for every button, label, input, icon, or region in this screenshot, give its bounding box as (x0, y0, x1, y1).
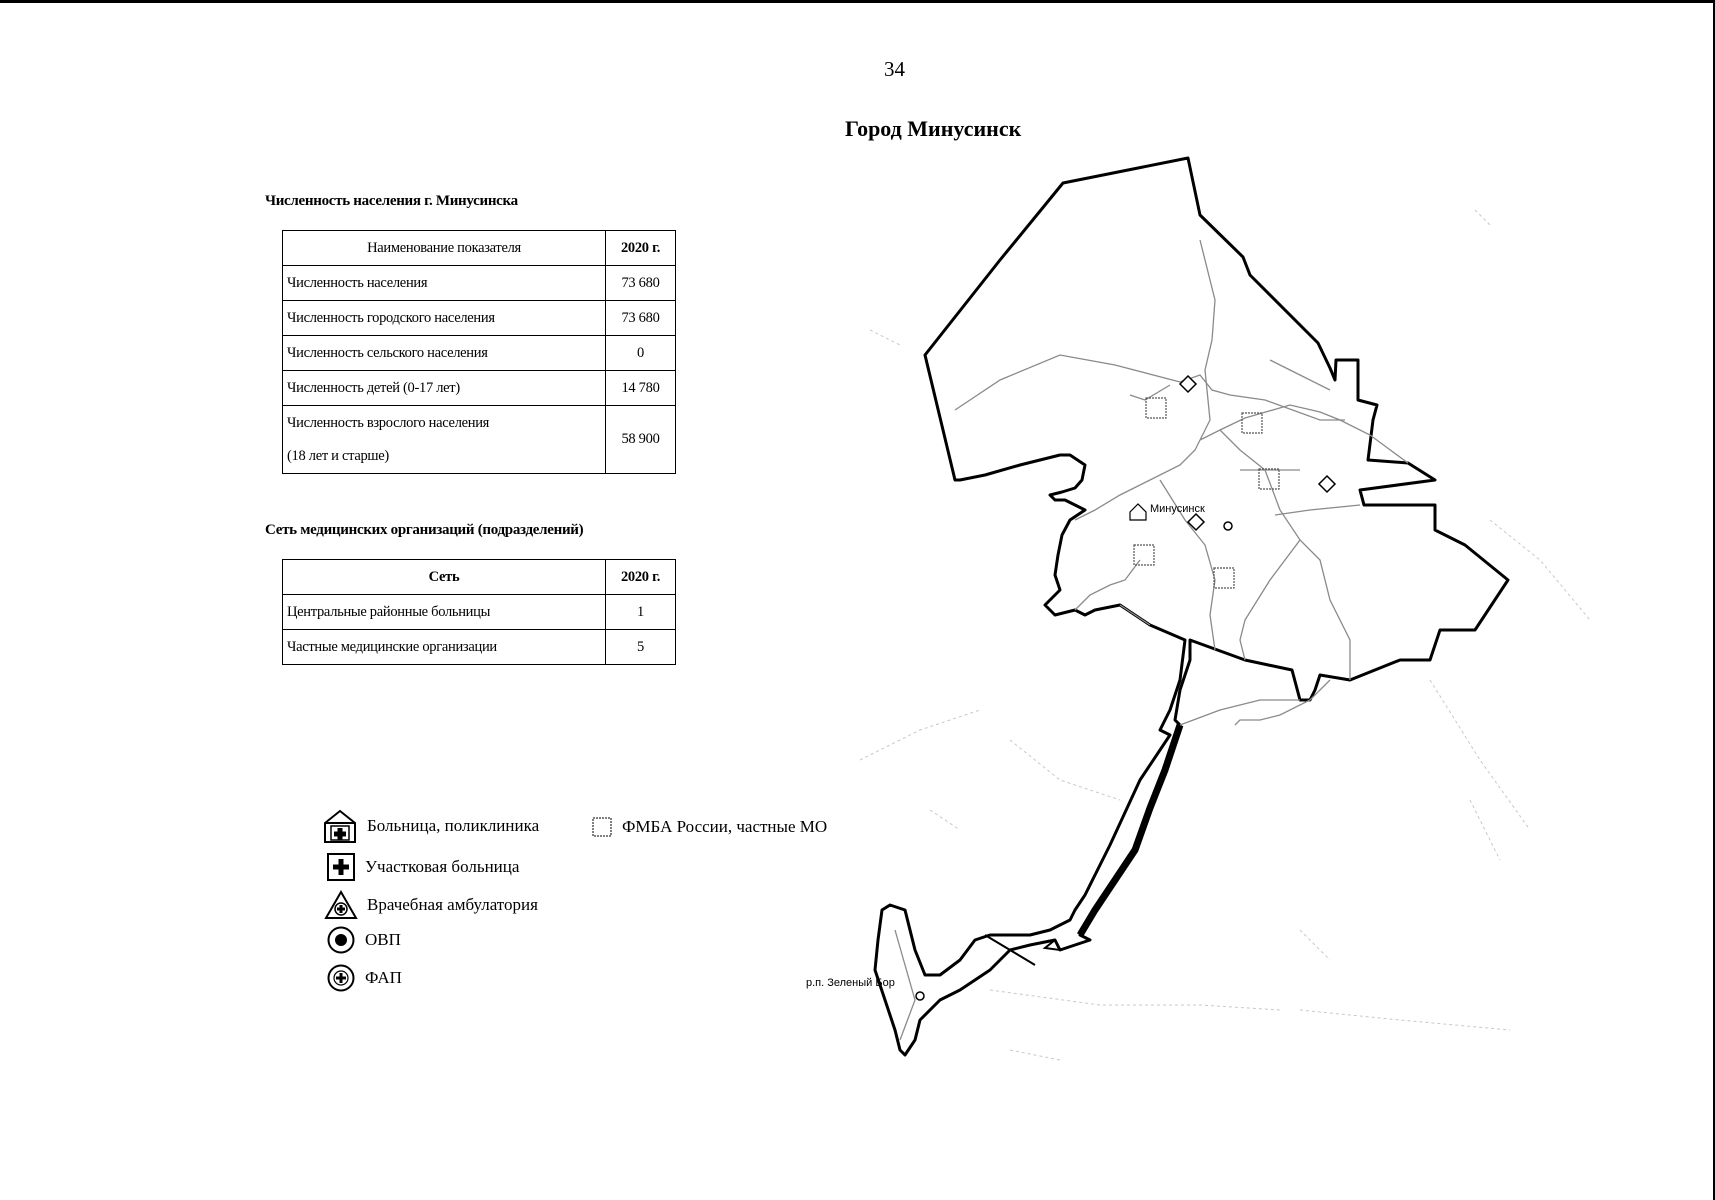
network-table-title: Сеть медицинских организаций (подразделений) (265, 522, 584, 538)
row-value: 5 (606, 630, 676, 665)
fmba-square-icon (1146, 398, 1166, 418)
column-header-name: Наименование показателя (283, 231, 606, 266)
page-number: 34 (884, 57, 905, 81)
corridor-end (1045, 940, 1090, 950)
map-title: Город Минусинск (845, 116, 1022, 141)
corridor-road (1080, 725, 1180, 935)
bridge-line (985, 935, 1035, 965)
column-header-name: Сеть (283, 560, 606, 595)
row-value: 73 680 (606, 301, 676, 336)
row-label: Центральные районные больницы (283, 595, 606, 630)
city-hospital-marker (1130, 504, 1146, 520)
row-value: 0 (606, 336, 676, 371)
district-lines (895, 240, 1408, 1040)
city-boundary (875, 158, 1508, 1055)
row-label: Численность сельского населения (283, 336, 606, 371)
settlement-marker-icon (916, 992, 924, 1000)
population-table-title: Численность населения г. Минусинска (265, 193, 518, 209)
facility-diamond-icon (1180, 376, 1196, 392)
background-roads (860, 210, 1590, 1060)
legend-label: ОВП (365, 930, 401, 949)
legend-label: Больница, поликлиника (367, 816, 540, 835)
row-label: Численность городского населения (283, 301, 606, 336)
row-label: Частные медицинские организации (283, 630, 606, 665)
row-value: 14 780 (606, 371, 676, 406)
row-label: Численность детей (0-17 лет) (283, 371, 606, 406)
city-label: Минусинск (1150, 503, 1205, 515)
legend-label: Участковая больница (365, 857, 520, 876)
row-value: 58 900 (606, 406, 676, 474)
legend-label: Врачебная амбулатория (367, 895, 538, 914)
row-value: 1 (606, 595, 676, 630)
legend-label: ФАП (365, 968, 402, 987)
ovp-marker-icon (1224, 522, 1232, 530)
fmba-square-icon (1214, 568, 1234, 588)
fmba-square-icon (1134, 545, 1154, 565)
column-header-year: 2020 г. (606, 560, 676, 595)
facility-diamond-icon (1319, 476, 1335, 492)
settlement-label: р.п. Зеленый Бор (806, 977, 895, 989)
row-label-line2: (18 лет и старше) (287, 447, 389, 464)
row-value: 73 680 (606, 266, 676, 301)
row-label-line1: Численность взрослого населения (287, 414, 490, 431)
column-header-year: 2020 г. (606, 231, 676, 266)
legend-label: ФМБА России, частные МО (622, 817, 828, 836)
row-label: Численность населения (283, 266, 606, 301)
